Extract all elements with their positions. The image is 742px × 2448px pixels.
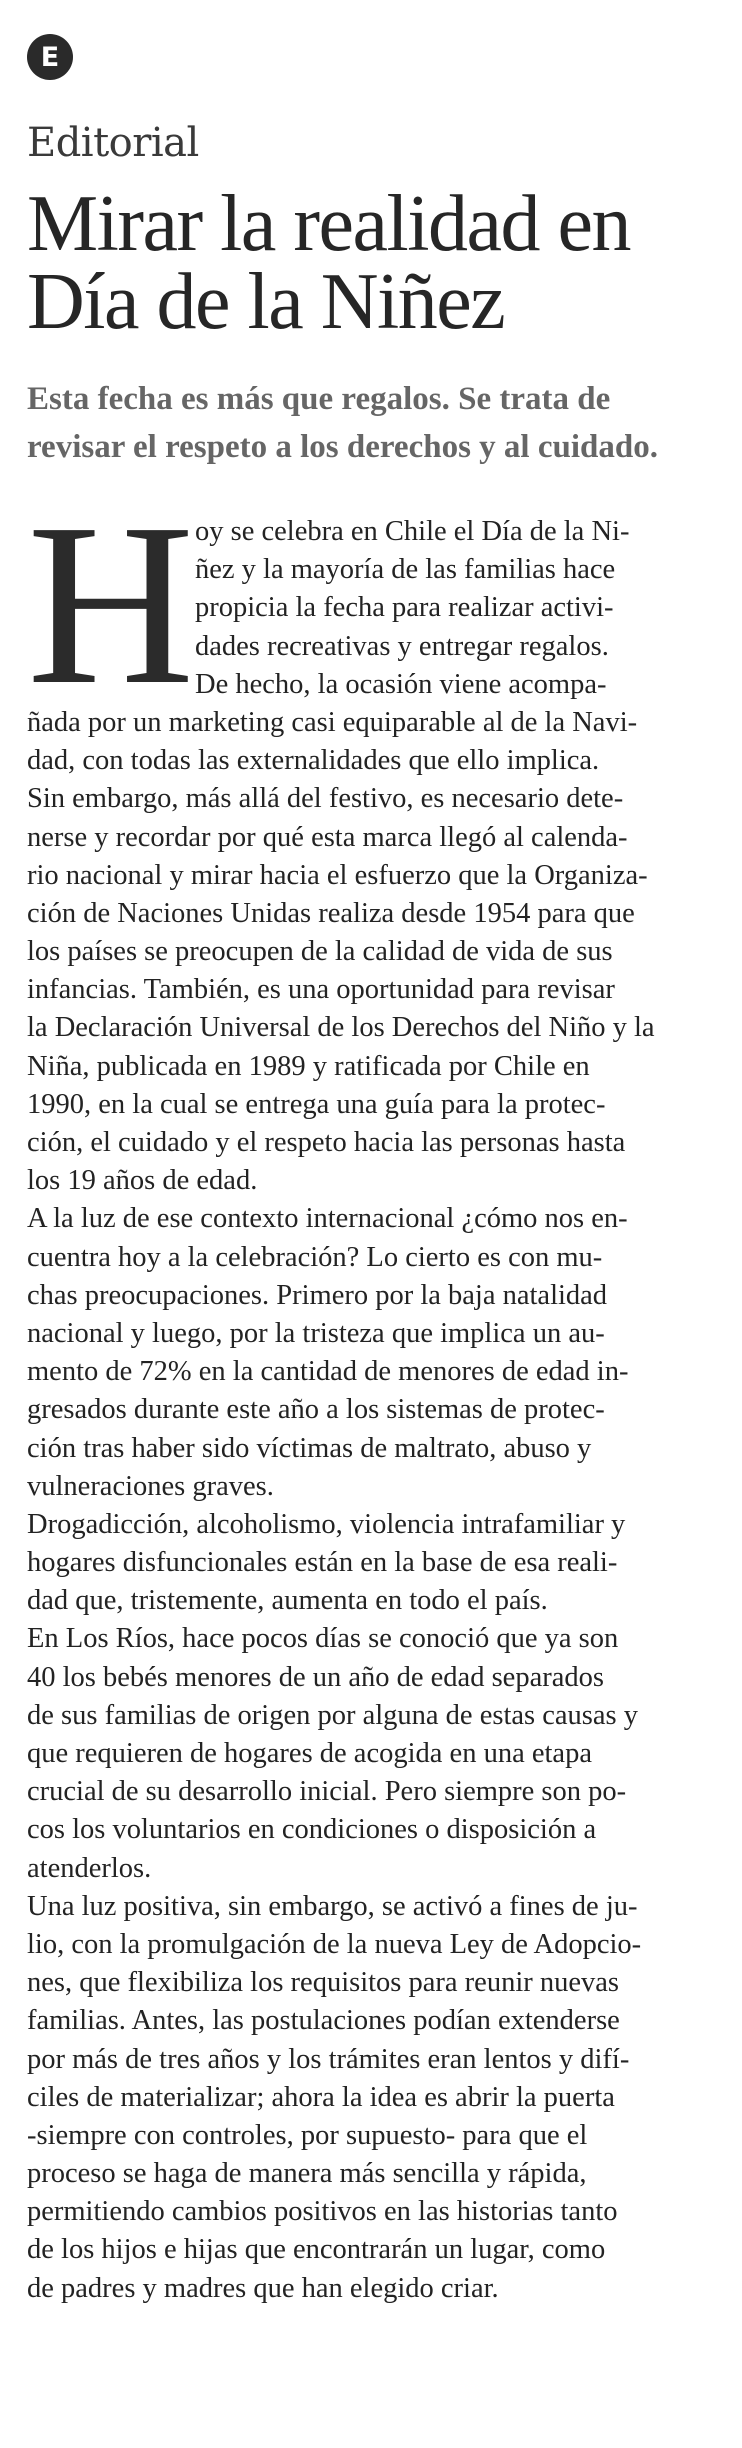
body-line: ción de Naciones Unidas realiza desde 1954 para que [27,897,635,929]
body-line: proceso se haga de manera más sencilla y rápida, [27,2158,587,2190]
body-line: chas preocupaciones. Primero por la baja natalidad [27,1279,608,1311]
body-line: -siempre con controles, por supuesto- para que el [27,2119,588,2151]
body-line: cuentra hoy a la celebración? Lo cierto es con mu- [27,1241,603,1273]
section-badge: E [27,34,73,80]
headline [27,180,727,346]
body-line: los países se preocupen de la calidad de vida de sus [27,936,613,968]
body-line: De hecho, la ocasión viene acompa- [195,668,607,700]
body-line: nerse y recordar por qué esta marca llegó al calenda- [27,821,628,853]
body-line: ciles de materializar; ahora la idea es abrir la puerta [27,2081,615,2113]
body-line: permitiendo cambios positivos en las historias tanto [27,2196,618,2228]
body-line: hogares disfuncionales están en la base de esa reali- [27,1547,618,1579]
body-line: oy se celebra en Chile el Día de la Ni- [195,516,630,547]
body-line: ción tras haber sido víctimas de maltrato, abuso y [27,1432,592,1464]
body-line: mento de 72% en la cantidad de menores de edad in- [27,1356,629,1388]
body-line: de sus familias de origen por alguna de estas causas y [27,1699,638,1731]
body-line: rio nacional y mirar hacia el esfuerzo que la Organiza- [27,859,648,891]
body-line: A la luz de ese contexto internacional ¿cómo nos en- [27,1203,628,1235]
article-body [27,513,717,2308]
body-line: ñada por un marketing casi equiparable al de la Navi- [27,706,638,738]
body-line: dad que, tristemente, aumenta en todo el país. [27,1585,548,1617]
body-line: crucial de su desarrollo inicial. Pero siempre son po- [27,1776,627,1808]
body-line: Sin embargo, más allá del festivo, es necesario dete- [27,783,624,815]
subtitle-line: revisar el respeto a los derechos y al cuidado. [27,429,658,465]
body-line: lio, con la promulgación de la nueva Ley de Adopcio- [27,1928,642,1960]
body-line: ción, el cuidado y el respeto hacia las personas hasta [27,1127,626,1158]
headline-line: Día de la Niñez [27,258,505,346]
body-line: infancias. También, es una oportunidad para revisar [27,974,615,1006]
body-line: de los hijos e hijas que encontrarán un lugar, como [27,2234,606,2266]
body-line: propicia la fecha para realizar activi- [195,592,614,624]
body-line: dades recreativas y entregar regalos. [195,630,609,662]
body-line: nacional y luego, por la tristeza que implica un au- [27,1317,605,1349]
body-line: ñez y la mayoría de las familias hace [195,554,616,586]
body-line: familias. Antes, las postulaciones podían extenderse [27,2005,620,2037]
body-line: nes, que flexibiliza los requisitos para reunir nuevas [27,1967,619,1999]
body-line: dad, con todas las externalidades que ello implica. [27,745,600,777]
body-line: cos los voluntarios en condiciones o disposición a [27,1814,597,1846]
body-line: Niña, publicada en 1989 y ratificada por Chile en [27,1050,590,1082]
body-line: 1990, en la cual se entrega una guía para la protec- [27,1088,606,1120]
headline-line: Mirar la realidad en [27,180,631,268]
subtitle [27,375,727,471]
body-line: la Declaración Universal de los Derechos del Niño y la [27,1012,655,1044]
body-line: Una luz positiva, sin embargo, se activó a fines de ju- [27,1890,638,1922]
body-line: que requieren de hogares de acogida en una etapa [27,1738,592,1769]
body-line: 40 los bebés menores de un año de edad separados [27,1661,604,1693]
drop-cap: H [27,476,195,733]
body-line: En Los Ríos, hace pocos días se conoció que ya son [27,1623,619,1655]
body-line: por más de tres años y los trámites eran lentos y difí- [27,2043,630,2075]
subtitle-line: Esta fecha es más que regalos. Se trata de [27,381,611,417]
body-line: vulneraciones graves. [27,1470,274,1502]
section-label: Editorial [27,120,199,166]
body-line: los 19 años de edad. [27,1165,258,1197]
body-line: de padres y madres que han elegido criar. [27,2272,499,2304]
body-line: gresados durante este año a los sistemas de protec- [27,1394,605,1426]
body-line: Drogadicción, alcoholismo, violencia intrafamiliar y [27,1508,626,1540]
body-line: atenderlos. [27,1852,152,1884]
